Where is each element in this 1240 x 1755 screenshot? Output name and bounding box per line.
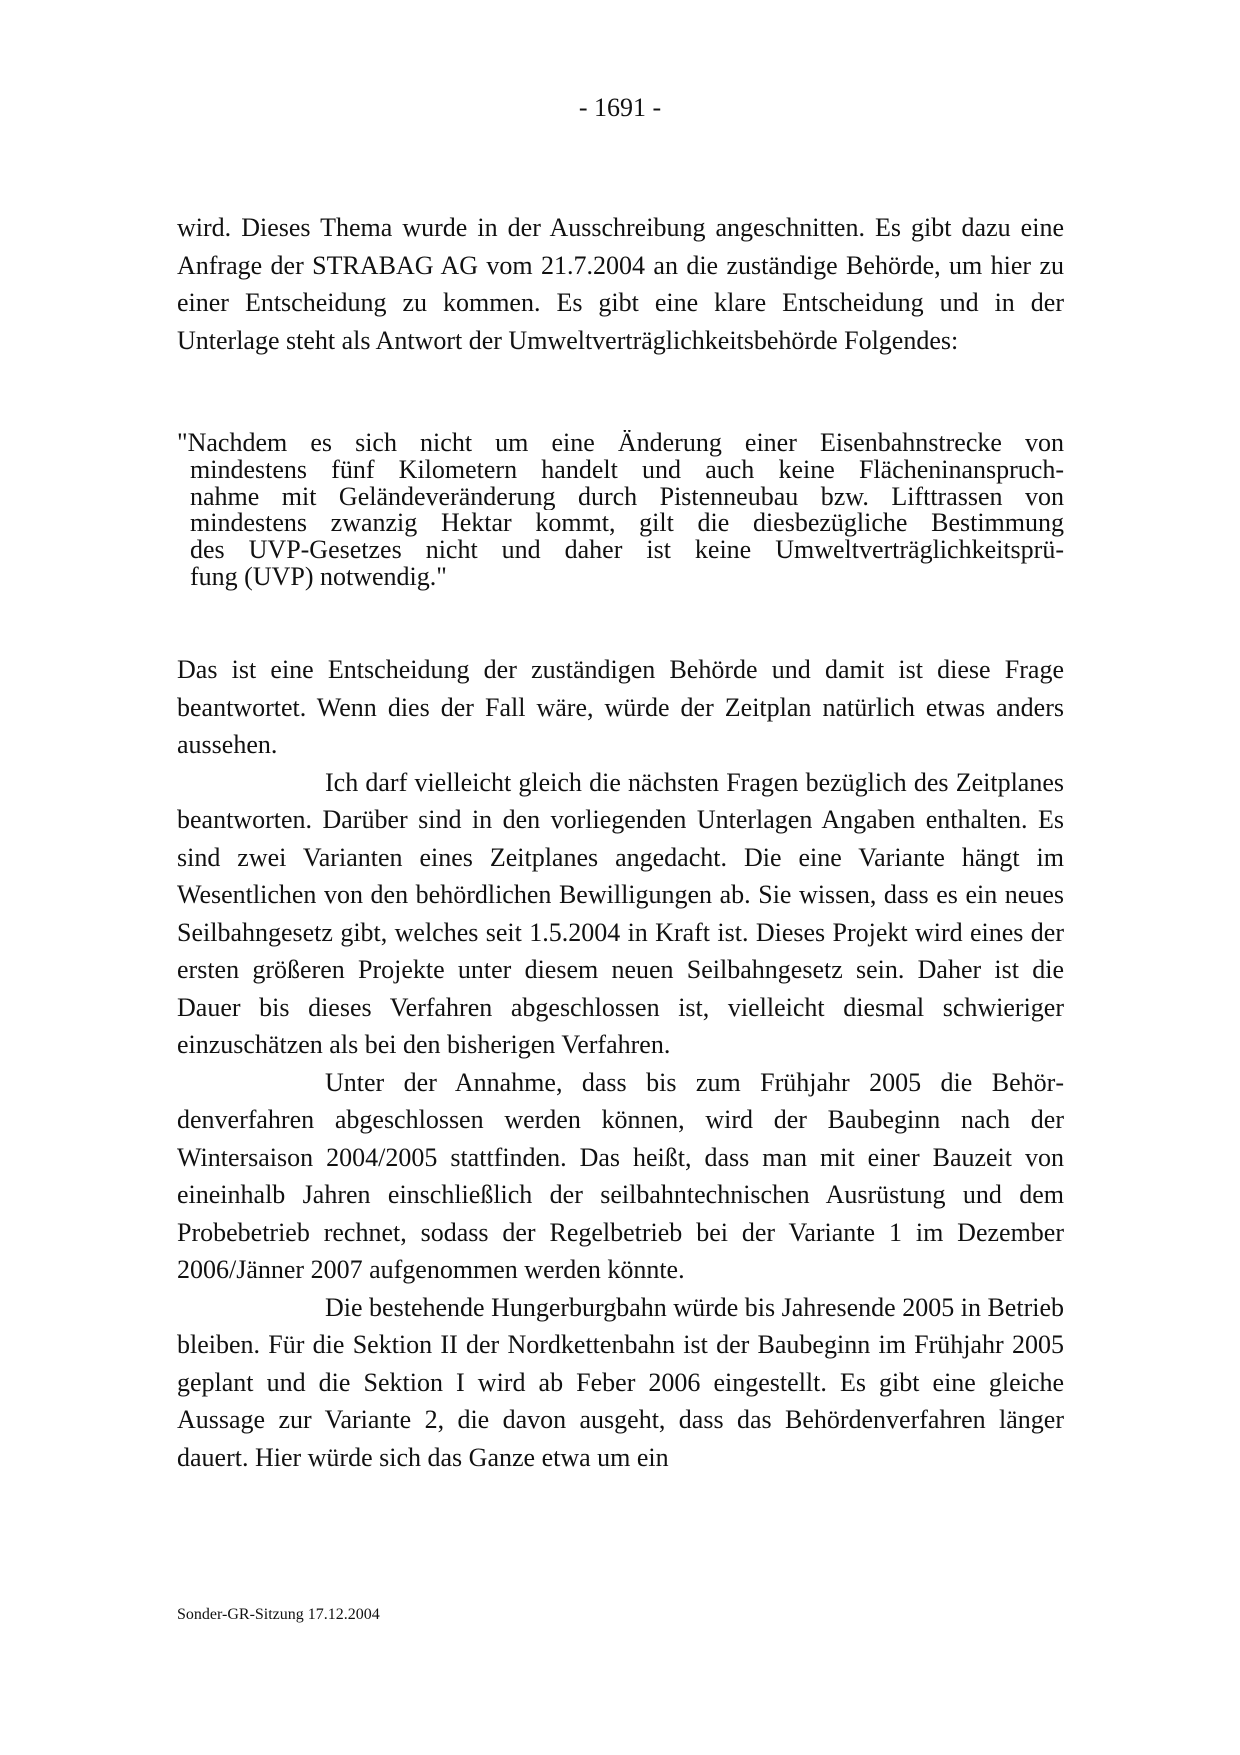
paragraph-decision: Das ist eine Entscheidung der zuständigen Behörde und damit ist diese Frage beantwortet. Wenn dies der Fall wäre, würde der Zeitplan natürlich etwas anders aussehen. [177, 655, 1064, 759]
quote-line: nahme mit Geländeveränderung durch Pistenneubau bzw. Lifttrassen von [190, 483, 1064, 511]
quote-line: mindestens zwanzig Hektar kommt, gilt die diesbezügliche Bestimmung [190, 510, 1064, 538]
main-section [177, 651, 1064, 1476]
quote-line: mindestens fünf Kilometern handelt und auch keine Flächeninanspruch- [190, 456, 1064, 484]
paragraph-assumption: Unter der Annahme, dass bis zum Frühjahr 2005 die Behördenverfahren abgeschlossen werden können, wird der Baubeginn nach der Wintersaison 2004/2005 stattfinden. Das heißt, dass man mit einer Bauzeit von eineinhalb Jahren einschließlich der seilbahntechnischen Ausrüstung und dem Probebetrieb rechnet, sodass der Regelbetrieb bei der Variante 1 im Dezember 2006/Jänner 2007 aufgenommen werden könnte. [177, 1067, 1064, 1284]
page-number: - 1691 - [578, 93, 662, 122]
quote-line: fung (UVP) notwendig." [190, 563, 447, 591]
intro-paragraph: wird. Dieses Thema wurde in der Ausschreibung angeschnitten. Es gibt dazu eine Anfrage der STRABAG AG vom 21.7.2004 an die zuständige Behörde, um hier zu einer Entscheidung zu kommen. Es gibt eine klare Entscheidung und in der Unterlage steht als Antwort der Umweltverträglichkeitsbehörde Folgendes: [177, 213, 1064, 355]
quote-line: "Nachdem es sich nicht um eine Änderung einer Eisenbahnstrecke von [177, 430, 1064, 457]
quote-line: des UVP-Gesetzes nicht und daher ist keine Umweltverträglichkeitsprü- [190, 537, 1064, 564]
footer-session-label: Sonder-GR-Sitzung 17.12.2004 [177, 1606, 380, 1623]
paragraph-schedule: Ich darf vielleicht gleich die nächsten Fragen bezüglich des Zeitplanes beantworten. Darüber sind in den vorliegenden Unterlagen Angaben enthalten. Es sind zwei Varianten eines Zeitplanes angedacht. Die eine Variante hängt im Wesentlichen von den behördlichen Bewilligungen ab. Sie wissen, dass es ein neues Seilbahngesetz gibt, welches seit 1.5.2004 in Kraft ist. Dieses Projekt wird eines der ersten größeren Projekte unter diesem neuen Seilbahngesetz sein. Daher ist die Dauer bis dieses Verfahren abgeschlossen ist, vielleicht diesmal schwieriger einzuschätzen als bei den bisherigen Verfahren. [177, 767, 1064, 1059]
intro-section [177, 209, 1064, 359]
block-quote [177, 430, 1064, 591]
paragraph-hungerburgbahn: Die bestehende Hungerburgbahn würde bis Jahresende 2005 in Betrieb bleiben. Für die Sektion II der Nordkettenbahn ist der Baubeginn im Frühjahr 2005 geplant und die Sektion I wird ab Feber 2006 eingestellt. Es gibt eine gleiche Aussage zur Variante 2, die davon ausgeht, dass das Behördenverfahren länger dauert. Hier würde sich das Ganze etwa um ein [177, 1292, 1064, 1472]
